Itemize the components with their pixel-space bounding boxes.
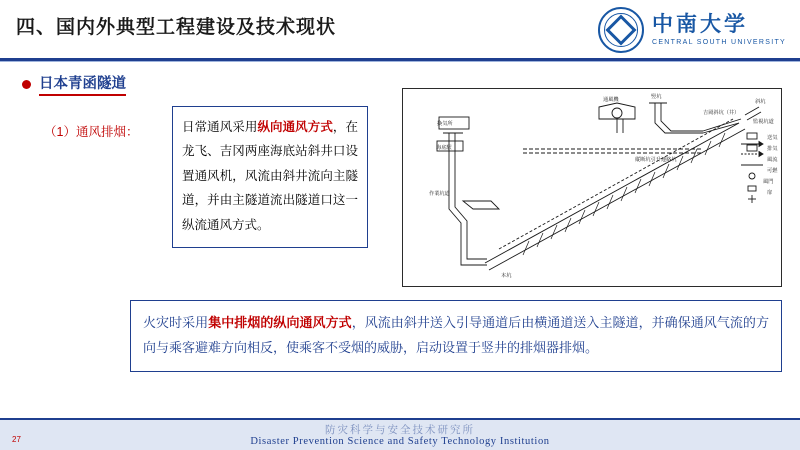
daily-ventilation-paragraph	[182, 115, 358, 237]
svg-text:送気: 送気	[767, 135, 778, 141]
svg-text:監視坑道: 監視坑道	[753, 119, 774, 125]
logo-text-block	[652, 14, 786, 46]
svg-text:吉岡斜坑（井）: 吉岡斜坑（井）	[703, 110, 740, 116]
svg-text:風門: 風門	[763, 179, 774, 185]
svg-text:作業坑道: 作業坑道	[429, 191, 450, 197]
svg-text:竪坑: 竪坑	[651, 94, 662, 100]
fire-ventilation-paragraph	[143, 310, 769, 361]
sub-item-label: （1）通风排烟：	[44, 125, 139, 139]
university-logo	[598, 6, 786, 54]
svg-text:排気: 排気	[767, 146, 778, 152]
fire-ventilation-textbox	[130, 300, 782, 372]
page-title: 四、国内外典型工程建设及技术现状	[16, 17, 337, 38]
csu-seal-icon	[598, 7, 644, 53]
svg-text:通風機: 通風機	[603, 97, 619, 103]
logo-name-en: CENTRAL SOUTH UNIVERSITY	[651, 39, 786, 46]
svg-text:换気所: 换気所	[437, 121, 453, 127]
header-divider-thin	[0, 61, 800, 62]
svg-text:扉: 扉	[767, 190, 773, 196]
section-heading-row	[22, 72, 126, 96]
page-number: 27	[12, 435, 21, 444]
text-segment: ，在龙飞、吉冈两座海底站斜井口设置通风机，风流由斜井流向主隧道，并由主隧道流出隧道口这一纵流通风方式。	[182, 120, 358, 232]
footer-org-en: Disaster Prevention Science and Safety Technology Institution	[250, 436, 550, 447]
text-segment-emphasis: 纵向通风方式	[257, 120, 333, 134]
text-segment: 日常通风采用	[182, 120, 258, 134]
footer-org-cn: 防灾科学与安全技术研究所	[325, 425, 475, 436]
logo-name-cn: 中南大学	[651, 12, 748, 36]
slide-header	[0, 0, 800, 62]
svg-text:斜坑: 斜坑	[755, 99, 766, 105]
svg-text:風流: 風流	[767, 157, 778, 163]
slide-footer	[0, 418, 800, 450]
daily-ventilation-textbox	[172, 106, 368, 248]
svg-text:可燃: 可燃	[767, 168, 778, 174]
text-segment-emphasis: 集中排烟的纵向通风方式	[208, 315, 352, 330]
seikan-tunnel-ventilation-schematic	[402, 88, 782, 287]
text-segment: 火灾时采用	[143, 315, 209, 330]
footer-band	[0, 420, 800, 450]
red-dot-bullet-icon	[22, 80, 31, 89]
svg-text:本坑: 本坑	[501, 273, 512, 279]
svg-text:海底駅: 海底駅	[436, 145, 452, 151]
text-segment: ，风流由斜井送入引导通道后由横通道送入主隧道，并确保通风气流的方向与乘客避难方向相反，使乘客不受烟的威胁，启动设置于竖井的排烟器排烟。	[143, 315, 769, 356]
section-heading-label: 日本青函隧道	[39, 72, 126, 96]
svg-text:縦断坑引升連絡坑: 縦断坑引升連絡坑	[635, 157, 677, 163]
diagram-label-group	[429, 92, 778, 279]
